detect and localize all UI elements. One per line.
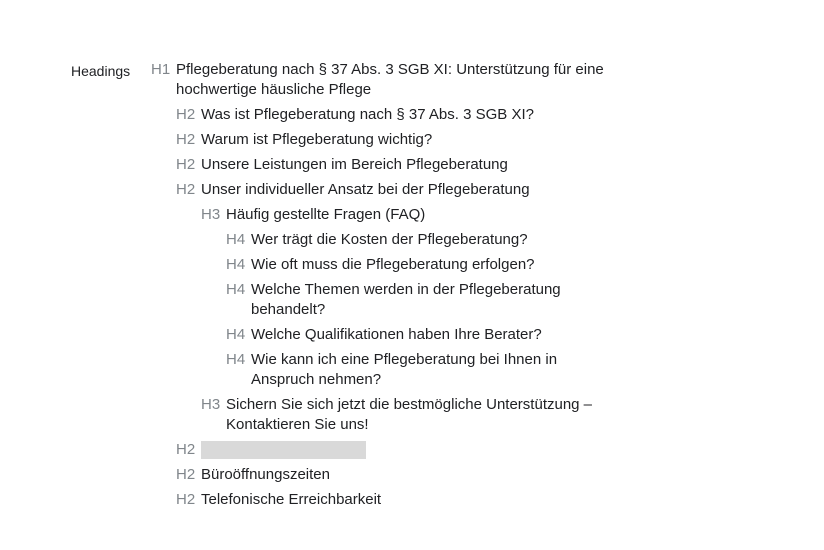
heading-row	[0, 60, 824, 100]
heading-row	[0, 465, 824, 485]
heading-row	[0, 350, 824, 390]
heading-row	[0, 325, 824, 345]
heading-text: Büroöffnungszeiten	[201, 466, 330, 483]
heading-text: Unser individueller Ansatz bei der Pflegeberatung	[201, 181, 530, 198]
heading-text: Sichern Sie sich jetzt die bestmögliche Unterstützung – Kontaktieren Sie uns!	[226, 396, 593, 433]
heading-row	[0, 130, 824, 150]
heading-level-tag: H1	[151, 61, 171, 78]
heading-row	[0, 440, 824, 460]
heading-text-redacted	[201, 440, 621, 460]
heading-level-tag: H4	[226, 281, 246, 298]
heading-text: Unsere Leistungen im Bereich Pflegeberatung	[201, 156, 508, 173]
heading-level-tag: H2	[176, 106, 196, 123]
heading-level-tag: H2	[176, 466, 196, 483]
redaction-bar	[201, 441, 366, 459]
heading-text: Wie oft muss die Pflegeberatung erfolgen?	[251, 256, 535, 273]
headings-outline	[0, 60, 824, 510]
heading-text: Warum ist Pflegeberatung wichtig?	[201, 131, 433, 148]
heading-row	[0, 180, 824, 200]
heading-level-tag: H4	[226, 351, 246, 368]
heading-text: Telefonische Erreichbarkeit	[201, 491, 382, 508]
heading-level-tag: H3	[201, 206, 221, 223]
heading-row	[0, 205, 824, 225]
heading-row	[0, 280, 824, 320]
heading-text: Wer trägt die Kosten der Pflegeberatung?	[251, 231, 528, 248]
heading-level-tag: H2	[176, 441, 196, 458]
heading-text: Pflegeberatung nach § 37 Abs. 3 SGB XI: Unterstützung für eine hochwertige häusliche Pflege	[176, 61, 604, 98]
heading-level-tag: H4	[226, 326, 246, 343]
heading-text: Wie kann ich eine Pflegeberatung bei Ihnen in Anspruch nehmen?	[251, 351, 558, 388]
heading-row	[0, 395, 824, 435]
heading-row	[0, 105, 824, 125]
heading-level-tag: H2	[176, 491, 196, 508]
heading-text: Was ist Pflegeberatung nach § 37 Abs. 3 SGB XI?	[201, 106, 534, 123]
heading-level-tag: H2	[176, 181, 196, 198]
heading-row	[0, 155, 824, 175]
heading-row	[0, 490, 824, 510]
heading-text: Welche Themen werden in der Pflegeberatung behandelt?	[251, 281, 561, 318]
heading-level-tag: H2	[176, 131, 196, 148]
section-label: Headings	[71, 63, 131, 79]
heading-text: Häufig gestellte Fragen (FAQ)	[226, 206, 426, 223]
heading-level-tag: H4	[226, 231, 246, 248]
heading-level-tag: H3	[201, 396, 221, 413]
heading-row	[0, 255, 824, 275]
heading-level-tag: H2	[176, 156, 196, 173]
heading-row	[0, 230, 824, 250]
heading-level-tag: H4	[226, 256, 246, 273]
heading-text: Welche Qualifikationen haben Ihre Berater?	[251, 326, 542, 343]
